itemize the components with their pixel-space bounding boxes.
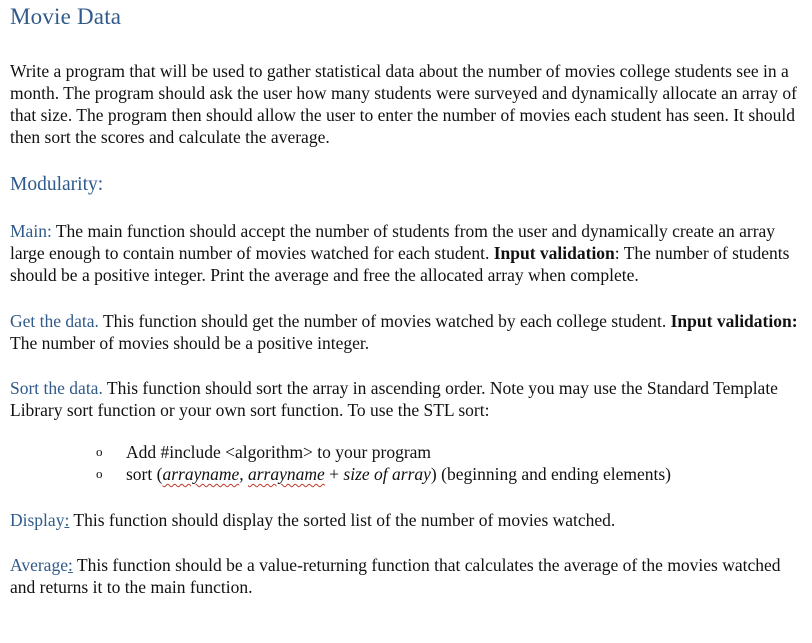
size-of-array: size of array xyxy=(343,464,431,484)
display-text: This function should display the sorted list of the number of movies watched. xyxy=(69,510,616,530)
get-data-paragraph xyxy=(10,310,805,354)
main-text-1: The main function should accept the number of students from the user and dynamically create an array large enough to contain number of movies watched for each student. xyxy=(10,221,776,263)
arrayname-first: arrayname xyxy=(162,464,240,484)
display-lead: Display xyxy=(10,510,65,530)
average-colon: : xyxy=(67,555,73,575)
hollow-bullet-icon: o xyxy=(96,444,103,459)
bullet-text-sort-post: ) (beginning and ending elements) xyxy=(430,464,671,484)
average-lead: Average xyxy=(10,555,68,575)
intro-paragraph: Write a program that will be used to gather statistical data about the number of movies college students see in a month. The program should ask the user how many students were surveyed and dynamically allocate an array of that size. The program then should allow the user to enter the number of movies each student has seen. It should then sort the scores and calculate the average. xyxy=(10,61,797,147)
get-data-input-validation: Input validation: xyxy=(670,311,798,331)
page-title: Movie Data xyxy=(10,4,122,29)
sort-data-lead: Sort the data. xyxy=(10,378,103,398)
hollow-bullet-icon: o xyxy=(96,466,103,481)
get-data-lead: Get the data. xyxy=(10,311,99,331)
sort-data-paragraph xyxy=(10,377,805,421)
arrayname-second: arrayname xyxy=(248,464,325,484)
modularity-heading: Modularity: xyxy=(10,174,104,195)
get-data-text-1: This function should get the number of movies watched by each college student. xyxy=(98,311,671,331)
main-lead: Main: xyxy=(10,221,52,241)
bullet-text-sort-pre: sort ( xyxy=(126,464,163,484)
document-page xyxy=(10,0,805,598)
main-input-validation: Input validation xyxy=(493,243,615,263)
sort-data-text: This function should sort the array in ascending order. Note you may use the Standard Template Library sort function or your own sort function. To use the STL sort: xyxy=(10,378,778,420)
average-text: This function should be a value-returning function that calculates the average of the movies watched and returns it to the main function. xyxy=(10,555,781,597)
arrayname-separator: , xyxy=(239,464,248,484)
bullet-text-include: Add #include <algorithm> to your program xyxy=(126,442,432,462)
stl-sort-list xyxy=(10,441,805,485)
get-data-text-2: The number of movies should be a positive integer. xyxy=(10,333,370,353)
average-paragraph xyxy=(10,554,805,598)
display-paragraph xyxy=(10,509,805,531)
main-function-paragraph xyxy=(10,220,805,286)
main-text-2: : The number of students should be a positive integer. Print the average and free the allocated array when complete. xyxy=(10,243,790,285)
list-item xyxy=(96,463,805,485)
list-item xyxy=(96,441,805,463)
display-colon: : xyxy=(64,510,70,530)
plus-operator: + xyxy=(324,464,344,484)
